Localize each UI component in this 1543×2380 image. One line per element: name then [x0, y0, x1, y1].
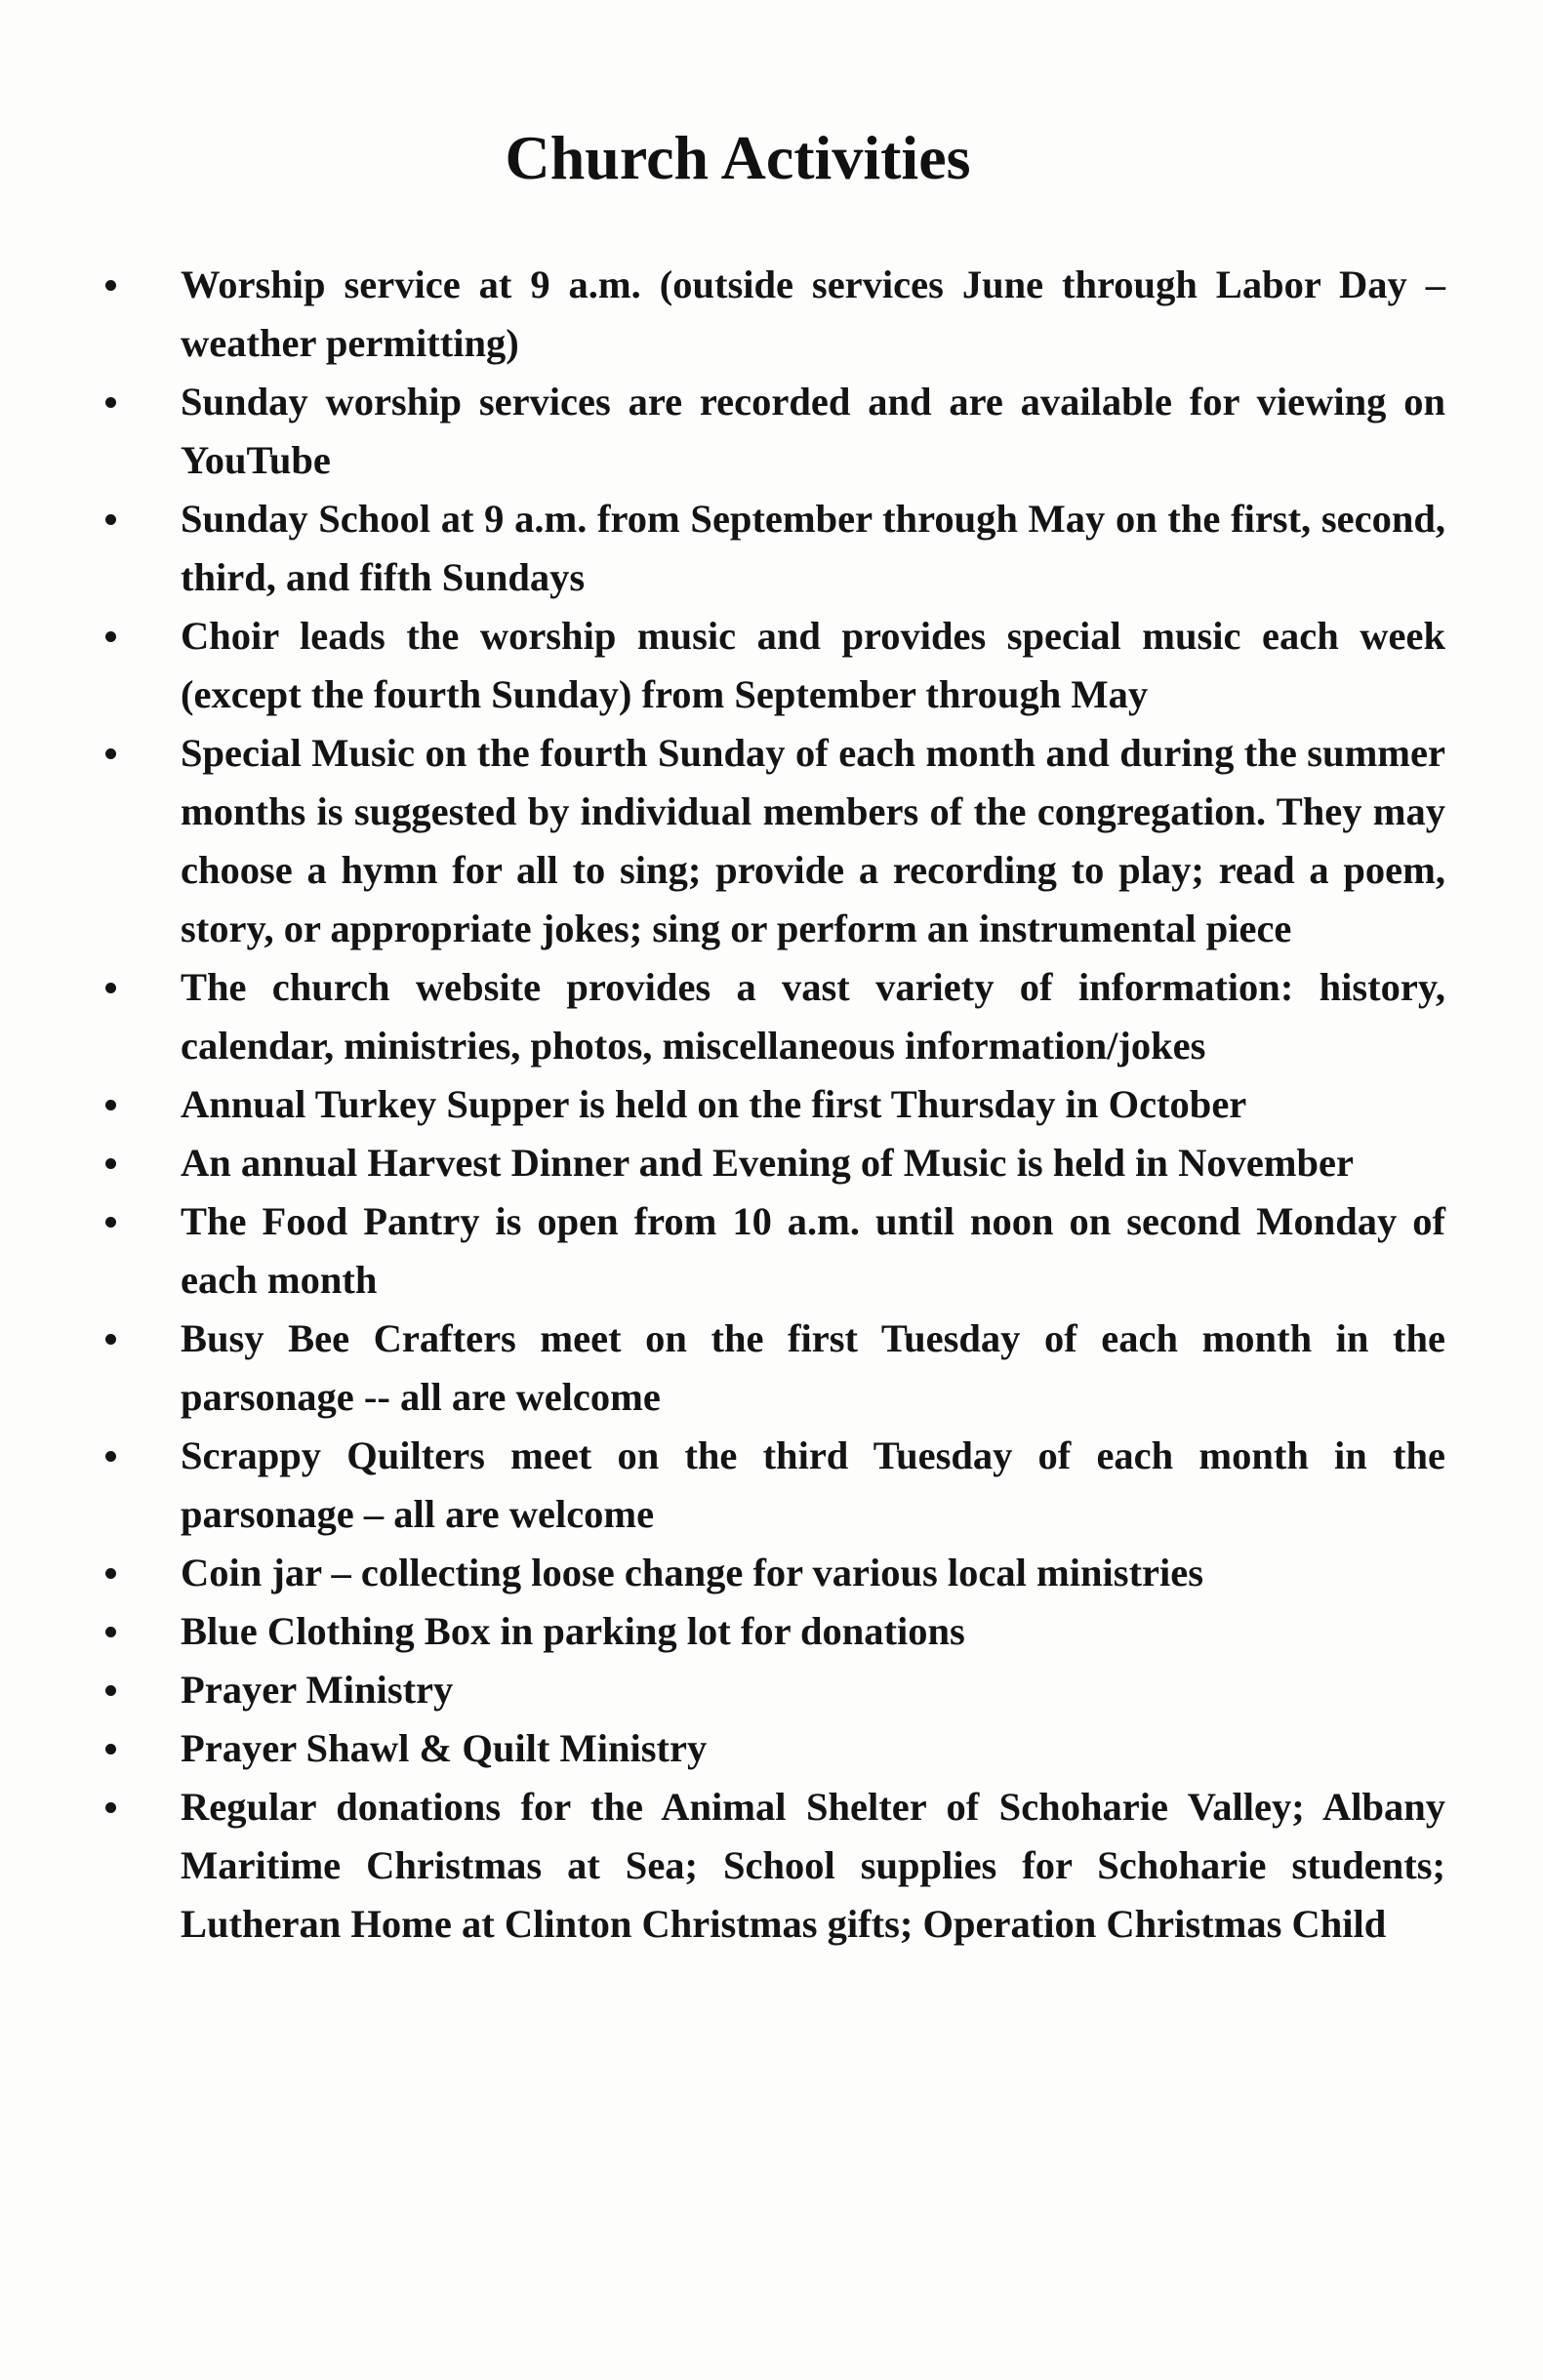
- bullet-icon: [105, 748, 116, 759]
- list-item-text: Blue Clothing Box in parking lot for donations: [181, 1609, 965, 1653]
- bullet-icon: [105, 1334, 116, 1345]
- list-item: [181, 256, 1445, 373]
- bullet-icon: [105, 1451, 116, 1462]
- list-item-text: Special Music on the fourth Sunday of each month and during the summer months is suggested by individual members of the congregation. They may choose a hymn for all to sing; provide a recording to play; read a poem, story, or appropriate jokes; sing or perform an instrumental piece: [181, 731, 1445, 950]
- bullet-icon: [105, 983, 116, 993]
- list-item-text: Coin jar – collecting loose change for various local ministries: [181, 1551, 1204, 1594]
- bullet-icon: [105, 1802, 116, 1813]
- list-item: [181, 490, 1445, 607]
- list-item: [181, 1427, 1445, 1544]
- list-item: [181, 1602, 1445, 1661]
- list-item-text: The Food Pantry is open from 10 a.m. until noon on second Monday of each month: [181, 1199, 1445, 1302]
- list-item: [181, 958, 1445, 1075]
- list-item: [181, 1544, 1445, 1602]
- list-item-text: Scrappy Quilters meet on the third Tuesday of each month in the parsonage – all are welcome: [181, 1433, 1445, 1536]
- bullet-icon: [105, 397, 116, 408]
- bullet-icon: [105, 280, 116, 291]
- list-item: [181, 1661, 1445, 1719]
- page-title: Church Activities: [505, 123, 971, 192]
- list-item: [181, 1719, 1445, 1778]
- bullet-icon: [105, 1217, 116, 1228]
- bullet-icon: [105, 514, 116, 525]
- list-item-text: Sunday School at 9 a.m. from September through May on the first, second, third, and fifth Sundays: [181, 497, 1445, 599]
- bullet-icon: [105, 1158, 116, 1169]
- bullet-icon: [105, 1100, 116, 1110]
- list-item: [181, 1192, 1445, 1310]
- list-item: [181, 373, 1445, 490]
- list-item: [181, 1310, 1445, 1427]
- list-item: [181, 1134, 1445, 1192]
- list-item-text: Choir leads the worship music and provides special music each week (except the fourth Sunday) from September through May: [181, 614, 1445, 716]
- bullet-icon: [105, 1568, 116, 1579]
- list-item: [181, 607, 1445, 724]
- list-item-text: Regular donations for the Animal Shelter of Schoharie Valley; Albany Maritime Christmas at Sea; School supplies for Schoharie students; Lutheran Home at Clinton Christmas gifts; Operation Christmas Child: [181, 1785, 1445, 1946]
- list-item-text: Worship service at 9 a.m. (outside services June through Labor Day – weather permitting): [181, 262, 1445, 365]
- list-item: [181, 1075, 1445, 1134]
- list-item-text: The church website provides a vast variety of information: history, calendar, ministries, photos, miscellaneous information/jokes: [181, 965, 1445, 1068]
- list-item-text: Prayer Ministry: [181, 1668, 454, 1712]
- list-item: [181, 1778, 1445, 1954]
- bullet-icon: [105, 1627, 116, 1637]
- list-item-text: Prayer Shawl & Quilt Ministry: [181, 1726, 708, 1770]
- list-item-text: Annual Turkey Supper is held on the first Thursday in October: [181, 1082, 1247, 1126]
- bullet-icon: [105, 631, 116, 642]
- bullet-icon: [105, 1685, 116, 1696]
- activity-list: [181, 256, 1445, 1954]
- list-item-text: Sunday worship services are recorded and are available for viewing on YouTube: [181, 380, 1445, 482]
- bullet-icon: [105, 1744, 116, 1755]
- list-item: [181, 724, 1445, 958]
- list-item-text: An annual Harvest Dinner and Evening of Music is held in November: [181, 1141, 1355, 1185]
- list-item-text: Busy Bee Crafters meet on the first Tuesday of each month in the parsonage -- all are welcome: [181, 1316, 1445, 1419]
